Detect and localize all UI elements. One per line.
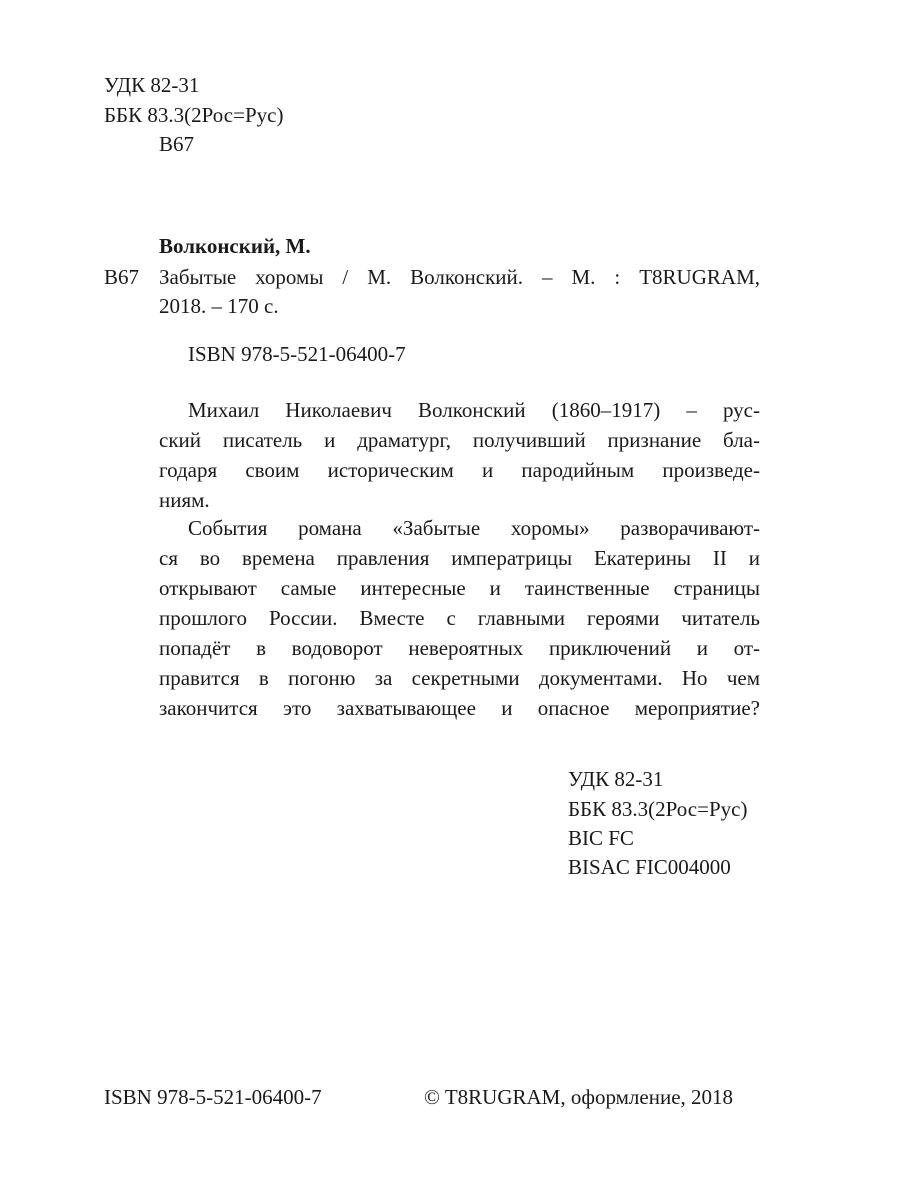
entry-author: Волконский, М. bbox=[159, 234, 311, 258]
annotation-line: Михаил Николаевич Волконский (1860–1917) – рус- bbox=[188, 398, 760, 422]
bic-code: BIC FC bbox=[568, 826, 634, 850]
annotation-line: ниям. bbox=[159, 488, 210, 512]
annotation-line: ский писатель и драматург, получивший признание бла- bbox=[159, 428, 760, 452]
annotation-line: ся во времена правления императрицы Екатерины II и bbox=[159, 546, 760, 570]
annotation-line: правится в погоню за секретными документами. Но чем bbox=[159, 666, 760, 690]
entry-publication-line: 2018. – 170 с. bbox=[159, 294, 279, 318]
annotation-line: События романа «Забытые хоромы» разворачивают- bbox=[188, 516, 760, 540]
annotation-paragraph-2 bbox=[159, 513, 760, 723]
footer-isbn: ISBN 978-5-521-06400-7 bbox=[104, 1085, 322, 1109]
annotation-line: открывают самые интересные и таинственные страницы bbox=[159, 576, 760, 600]
entry-isbn: ISBN 978-5-521-06400-7 bbox=[188, 342, 406, 366]
annotation-line: попадёт в водоворот невероятных приключений и от- bbox=[159, 636, 760, 660]
annotation-paragraph-1 bbox=[159, 395, 760, 515]
author-sign-top: В67 bbox=[159, 132, 195, 156]
udk-code-top: УДК 82-31 bbox=[104, 73, 200, 97]
bisac-code: BISAC FIC004000 bbox=[568, 855, 731, 879]
bbk-code-bottom: ББК 83.3(2Рос=Рус) bbox=[568, 797, 748, 821]
entry-title-line: Забытые хоромы / М. Волконский. – М. : T8RUGRAM, bbox=[159, 265, 760, 289]
bbk-code-top: ББК 83.3(2Рос=Рус) bbox=[104, 103, 284, 127]
footer-copyright: © T8RUGRAM, оформление, 2018 bbox=[424, 1085, 734, 1109]
udk-code-bottom: УДК 82-31 bbox=[568, 767, 664, 791]
annotation-line: закончится это захватывающее и опасное мероприятие? bbox=[159, 696, 760, 720]
annotation-line: прошлого России. Вместе с главными героями читатель bbox=[159, 606, 760, 630]
entry-author-sign: В67 bbox=[104, 265, 140, 289]
annotation-line: годаря своим историческим и пародийным произведе- bbox=[159, 458, 760, 482]
